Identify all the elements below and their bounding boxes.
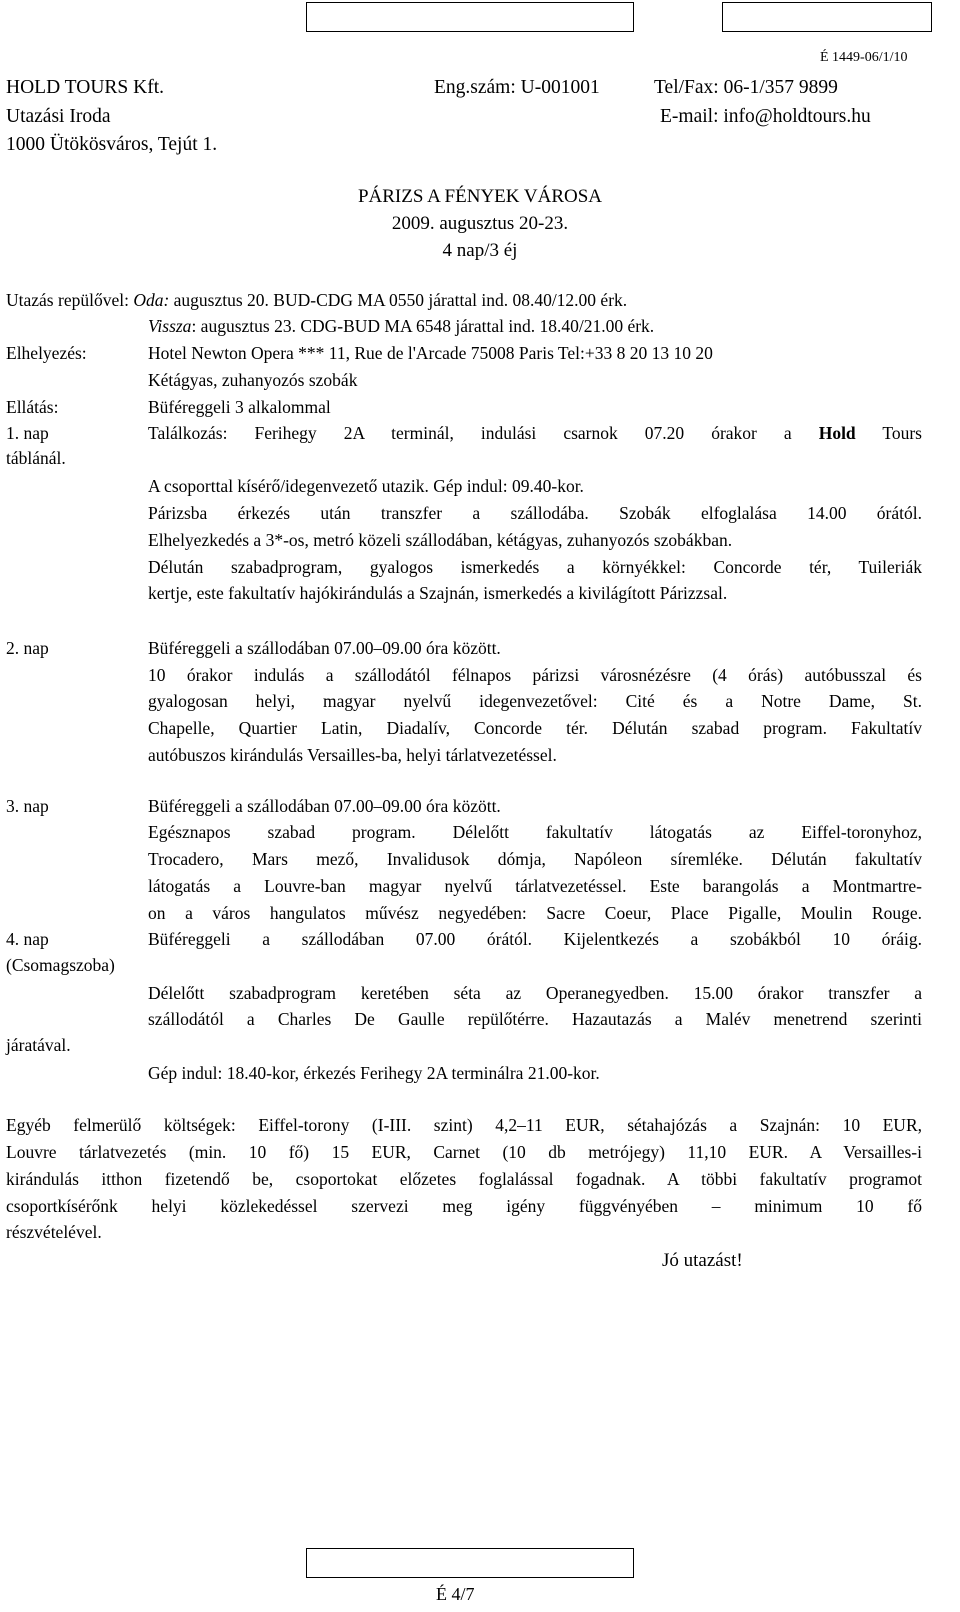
costs-line4: csoportkísérőnk helyi közlekedéssel szervezi meg igény függvényében – minimum 10 fő bbox=[6, 1196, 922, 1216]
day2-breakfast: Büféreggeli a szállodában 07.00–09.00 óra között. bbox=[148, 638, 501, 658]
costs-line1: Egyéb felmerülő költségek: Eiffel-torony (I-III. szint) 4,2–11 EUR, sétahajózás a Szajnán: 10 EUR, bbox=[6, 1115, 922, 1135]
meals-text: Büféreggeli 3 alkalommal bbox=[148, 397, 331, 417]
day1-line1-bold: Hold bbox=[818, 423, 856, 443]
day3-line2: Trocadero, Mars mező, Invalidusok dómja, Napóleon síremléke. Délután fakultatív bbox=[148, 849, 922, 869]
day4-continuation2: járatával. bbox=[6, 1035, 71, 1055]
day1-line1-c: Tours bbox=[855, 423, 922, 443]
page-number: É 4/7 bbox=[436, 1584, 475, 1604]
day1-label: 1. nap bbox=[6, 423, 49, 443]
day3-line3: látogatás a Louvre-ban magyar nyelvű tárlatvezetéssel. Este barangolás a Montmartre- bbox=[148, 876, 922, 896]
day2-line3: Chapelle, Quartier Latin, Diadalív, Concorde tér. Délután szabad program. Fakultatív bbox=[148, 718, 922, 738]
day1-line4: Elhelyezkedés a 3*-os, metró közeli szállodában, kétágyas, zuhanyozós szobákban. bbox=[148, 530, 733, 550]
day1-line1-a: Találkozás: Ferihegy 2A terminál, indulási csarnok 07.20 órakor a bbox=[148, 423, 819, 443]
travel-outbound bbox=[6, 290, 627, 311]
outbound-text: augusztus 20. BUD-CDG MA 0550 járattal ind. 08.40/12.00 érk. bbox=[169, 290, 628, 310]
day3-breakfast: Büféreggeli a szállodában 07.00–09.00 óra között. bbox=[148, 796, 501, 816]
footer-field-box bbox=[306, 1548, 634, 1578]
form-code: É 1449-06/1/10 bbox=[820, 50, 908, 65]
registration-number: Eng.szám: U-001001 bbox=[434, 77, 600, 98]
costs-line3: kirándulás itthon fizetendő be, csoportokat előzetes foglalással fogadnak. A többi fakultatív programot bbox=[6, 1169, 922, 1189]
tour-dates: 2009. augusztus 20-23. bbox=[391, 213, 569, 234]
room-info: Kétágyas, zuhanyozós szobák bbox=[148, 370, 358, 390]
tour-title: PÁRIZS A FÉNYEK VÁROSA bbox=[357, 186, 603, 207]
telfax: Tel/Fax: 06-1/357 9899 bbox=[654, 77, 838, 98]
day4-line3: szállodától a Charles De Gaulle repülőtérre. Hazautazás a Malév menetrend szerinti bbox=[148, 1009, 922, 1029]
meals-label: Ellátás: bbox=[6, 397, 59, 417]
day1-continuation: táblánál. bbox=[6, 448, 66, 468]
day3-line4: on a város hangulatos művész negyedében: Sacre Coeur, Place Pigalle, Moulin Rouge. bbox=[148, 903, 922, 923]
day2-label: 2. nap bbox=[6, 638, 49, 658]
travel-intro: Utazás repülővel: bbox=[6, 290, 134, 310]
day2-line2: gyalogosan helyi, magyar nyelvű idegenvezetővel: Cité és a Notre Dame, St. bbox=[148, 691, 922, 711]
day1-line2: A csoporttal kísérő/idegenvezető utazik. Gép indul: 09.40-kor. bbox=[148, 476, 584, 496]
return-text: : augusztus 23. CDG-BUD MA 6548 járattal ind. 18.40/21.00 érk. bbox=[191, 316, 655, 336]
closing-text: Jó utazást! bbox=[662, 1250, 743, 1271]
top-field-box-2 bbox=[722, 2, 932, 32]
address: 1000 Ütökösváros, Tejút 1. bbox=[6, 134, 218, 155]
day4-line1: Büféreggeli a szállodában 07.00 órától. Kijelentkezés a szobákból 10 óráig. bbox=[148, 929, 922, 949]
day1-line3: Párizsba érkezés után transzfer a szállodába. Szobák elfoglalása 14.00 órától. bbox=[148, 503, 922, 523]
day4-continuation1: (Csomagszoba) bbox=[6, 955, 115, 975]
costs-line2: Louvre tárlatvezetés (min. 10 fő) 15 EUR, Carnet (10 db metrójegy) 11,10 EUR. A Versailles-i bbox=[6, 1142, 922, 1162]
return-label: Vissza bbox=[148, 316, 192, 336]
day1-line1 bbox=[148, 423, 922, 445]
email: E-mail: info@holdtours.hu bbox=[660, 106, 871, 127]
costs-line5: részvételével. bbox=[6, 1222, 102, 1242]
tour-duration: 4 nap/3 éj bbox=[442, 240, 518, 261]
day1-line5: Délután szabadprogram, gyalogos ismerkedés a környékkel: Concorde tér, Tuileriák bbox=[148, 557, 922, 577]
top-field-box-1 bbox=[306, 2, 634, 32]
office-label: Utazási Iroda bbox=[6, 106, 111, 127]
day4-line2: Délelőtt szabadprogram keretében séta az Operanegyedben. 15.00 órakor transzfer a bbox=[148, 983, 922, 1003]
outbound-label: Oda: bbox=[133, 290, 170, 310]
day4-line4: Gép indul: 18.40-kor, érkezés Ferihegy 2A terminálra 21.00-kor. bbox=[148, 1063, 600, 1083]
day2-line1: 10 órakor indulás a szállodától félnapos párizsi városnézésre (4 órás) autóbusszal és bbox=[148, 665, 922, 685]
day4-label: 4. nap bbox=[6, 929, 49, 949]
hotel-info: Hotel Newton Opera *** 11, Rue de l'Arcade 75008 Paris Tel:+33 8 20 13 10 20 bbox=[148, 343, 713, 363]
accommodation-label: Elhelyezés: bbox=[6, 343, 87, 363]
day3-line1: Egésznapos szabad program. Délelőtt fakultatív látogatás az Eiffel-toronyhoz, bbox=[148, 822, 922, 842]
day1-line6: kertje, este fakultatív hajókirándulás a Szajnán, ismerkedés a kivilágított Párizzsal. bbox=[148, 583, 728, 603]
company-name: HOLD TOURS Kft. bbox=[6, 77, 164, 98]
day2-line4: autóbuszos kirándulás Versailles-ba, helyi tárlatvezetéssel. bbox=[148, 745, 557, 765]
day3-label: 3. nap bbox=[6, 796, 49, 816]
travel-return bbox=[148, 316, 654, 337]
